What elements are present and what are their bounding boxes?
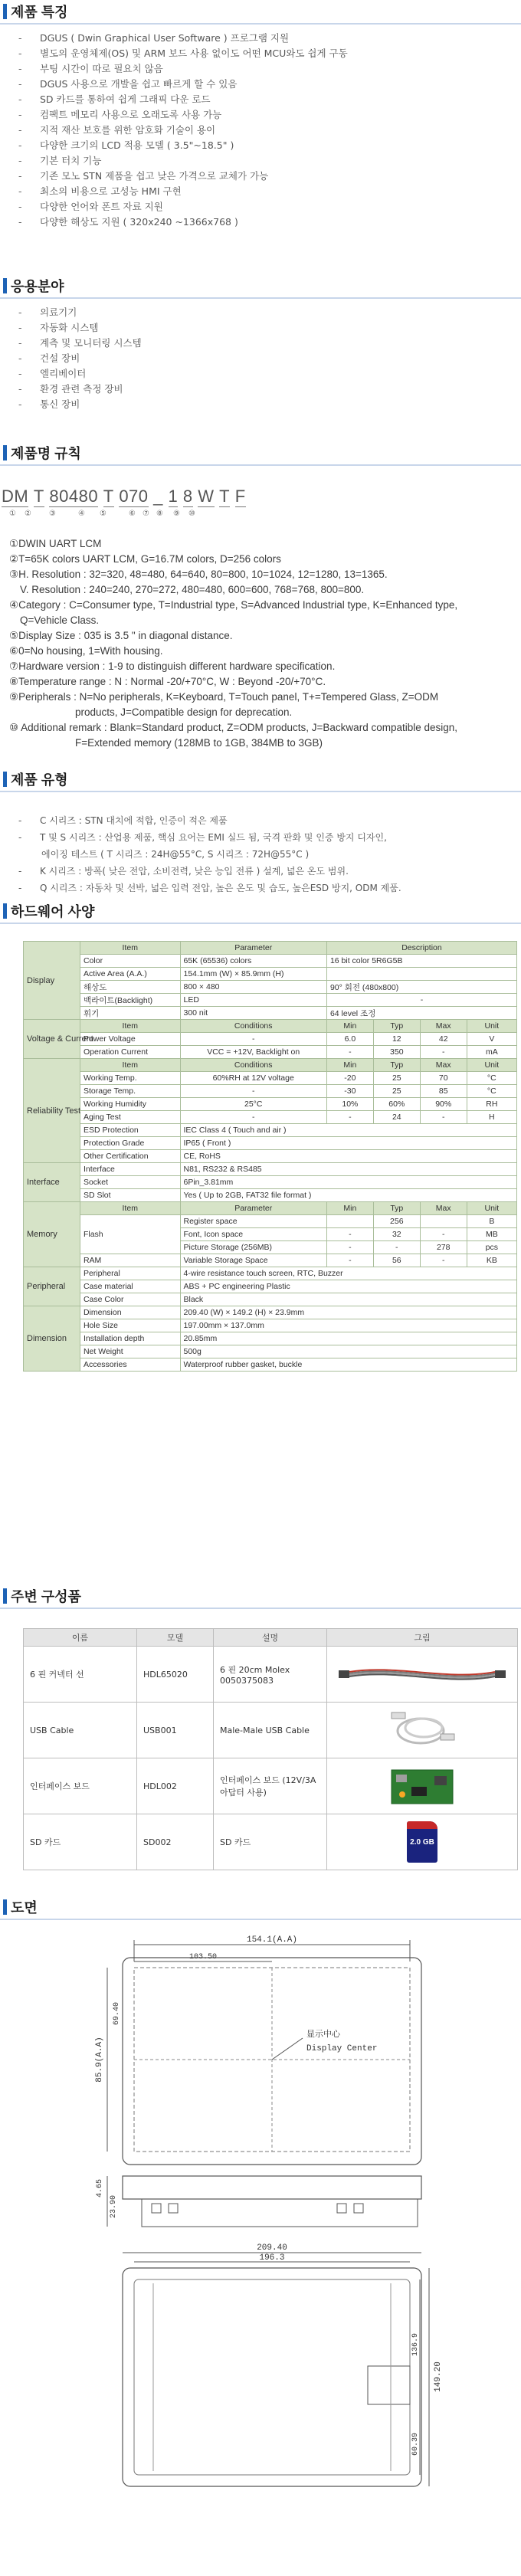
- cell: V: [467, 1033, 516, 1046]
- cell: pcs: [467, 1241, 516, 1254]
- cell: -: [180, 1085, 326, 1098]
- cell: RAM: [80, 1254, 180, 1267]
- cell: ABS + PC engineering Plastic: [180, 1280, 517, 1293]
- cell: HDL002: [137, 1758, 214, 1814]
- cell: Case Color: [80, 1293, 180, 1306]
- right-dim-inner-label: 136.9: [411, 2332, 420, 2357]
- cell: °C: [467, 1085, 516, 1098]
- header-cell: Max: [420, 1020, 467, 1033]
- list-item: - T 및 S 시리즈 : 산업용 제품, 핵심 요어는 EMI 실드 됨, 국격 판화 및 인증 방지 디자인,: [18, 832, 387, 843]
- right-dim-outer-label: 149.20: [434, 2361, 443, 2392]
- header-cell: Min: [326, 1059, 373, 1072]
- cell: Male-Male USB Cable: [214, 1703, 327, 1758]
- category-interface: Interface: [24, 1163, 80, 1202]
- naming-rule: ⑩ Additional remark : Blank=Standard product, Z=ODM products, J=Backward compatible design,: [9, 722, 458, 733]
- list-item: - 다양한 언어와 폰트 자료 지원: [18, 201, 163, 212]
- header-cell: Item: [80, 1202, 180, 1215]
- header-cell: 그림: [327, 1629, 518, 1647]
- applications-title: 응용분야: [11, 279, 64, 294]
- cell: 4-wire resistance touch screen, RTC, Buzzer: [180, 1267, 517, 1280]
- list-item: - 별도의 운영체제(OS) 및 ARM 보드 사용 없이도 어떤 MCU와도 쉽게 구동: [18, 48, 348, 59]
- code-part: T: [103, 487, 114, 506]
- cell: 32: [373, 1228, 420, 1241]
- drawing-title: 도면: [11, 1900, 38, 1916]
- naming-rule: ①DWIN UART LCM: [9, 538, 102, 549]
- types-title: 제품 유형: [11, 772, 68, 788]
- cell: -: [326, 1046, 373, 1059]
- cell: Font, Icon space: [180, 1228, 326, 1241]
- list-item: - 최소의 비용으로 고성능 HMI 구현: [18, 185, 182, 197]
- cell: 85: [420, 1085, 467, 1098]
- side-view: [96, 2176, 421, 2227]
- cell: 인터페이스 보드 (12V/3A 아답터 사용): [214, 1758, 327, 1814]
- dim-left-inner-label: 69.40: [113, 2001, 121, 2026]
- cell: 12: [373, 1033, 420, 1046]
- header-cell: 모델: [137, 1629, 214, 1647]
- header-cell: Item: [80, 942, 180, 955]
- cell: 25: [373, 1085, 420, 1098]
- cell: VCC = +12V, Backlight on: [180, 1046, 326, 1059]
- cell: SD002: [137, 1814, 214, 1870]
- cell: N81, RS232 & RS485: [180, 1163, 517, 1176]
- cell: Power Voltage: [80, 1033, 180, 1046]
- cell: 25: [373, 1072, 420, 1085]
- header-cell: Typ: [373, 1202, 420, 1215]
- cell: Interface: [80, 1163, 180, 1176]
- header-cell: Typ: [373, 1059, 420, 1072]
- naming-title: 제품명 규칙: [11, 446, 81, 461]
- code-marker: ⑨: [173, 510, 180, 518]
- side-dim-b-label: 23.90: [110, 2194, 118, 2219]
- cell: Black: [180, 1293, 517, 1306]
- code-marker: ⑥: [129, 510, 136, 518]
- cell: 70: [420, 1072, 467, 1085]
- cell: Accessories: [80, 1358, 180, 1372]
- cell: USB001: [137, 1703, 214, 1758]
- list-item: - 다양한 해상도 지원 ( 320x240 ~1366x768 ): [18, 216, 238, 228]
- cell: 90° 회전 (480x800): [326, 981, 516, 994]
- header-cell: 이름: [24, 1629, 137, 1647]
- cell: Waterproof rubber gasket, buckle: [180, 1358, 517, 1372]
- list-item: - DGUS ( Dwin Graphical User Software ) 프로그램 지원: [18, 32, 290, 44]
- features-title: 제품 특징: [11, 5, 68, 20]
- bottom-dim-outer-label: 209.40: [257, 2243, 287, 2253]
- cell: -30: [326, 1085, 373, 1098]
- cell: Variable Storage Space: [180, 1254, 326, 1267]
- cell: Peripheral: [80, 1267, 180, 1280]
- cell: 500g: [180, 1345, 517, 1358]
- center-label-kr: 显示中心: [306, 2030, 340, 2040]
- center-label-en: Display Center: [306, 2044, 378, 2053]
- cell: -: [326, 994, 516, 1007]
- cell: 64 level 조정: [326, 1007, 516, 1020]
- code-marker: ⑧: [156, 510, 163, 518]
- code-part: 1: [168, 487, 179, 506]
- naming-rule: ⑦Hardware version : 1-9 to distinguish different hardware specification.: [9, 660, 336, 672]
- list-item: - 기본 터치 기능: [18, 155, 102, 166]
- header-cell: 설명: [214, 1629, 327, 1647]
- cell: 인터페이스 보드: [24, 1758, 137, 1814]
- cell: Working Temp.: [80, 1072, 180, 1085]
- cell: 90%: [420, 1098, 467, 1111]
- cell: IEC Class 4 ( Touch and air ): [180, 1124, 517, 1137]
- code-marker: ②: [25, 510, 31, 518]
- cell: B: [467, 1215, 516, 1228]
- header-cell: Parameter: [180, 942, 326, 955]
- list-item: - 컴팩트 메모리 사용으로 오래도록 사용 가능: [18, 109, 222, 120]
- category-reliability: Reliability Test: [24, 1059, 80, 1163]
- cell: mA: [467, 1046, 516, 1059]
- cell: Installation depth: [80, 1332, 180, 1345]
- cell: -: [420, 1111, 467, 1124]
- cell: H: [467, 1111, 516, 1124]
- code-marker: ⑦: [143, 510, 149, 518]
- cell: HDL65020: [137, 1647, 214, 1703]
- dim-top-label: 154.1(A.A): [246, 1935, 298, 1945]
- list-item: - 부팅 시간이 따로 필요치 않음: [18, 63, 163, 74]
- cell: Dimension: [80, 1306, 180, 1319]
- code-part: T: [33, 487, 44, 506]
- cell: °C: [467, 1072, 516, 1085]
- list-item: 에이징 테스트 ( T 시리즈 : 24H@55°C, S 시리즈 : 72H@55°C ): [41, 849, 310, 860]
- header-cell: Unit: [467, 1059, 516, 1072]
- side-dim-a-label: 4.65: [96, 2178, 104, 2198]
- cell: -: [180, 1111, 326, 1124]
- category-peripheral: Peripheral: [24, 1267, 80, 1306]
- header-cell: Parameter: [180, 1202, 326, 1215]
- cell: 25°C: [180, 1098, 326, 1111]
- list-item: - 지적 재산 보호를 위한 암호화 기술이 용이: [18, 124, 216, 136]
- code-marker: ⑤: [100, 510, 106, 518]
- code-marker: ①: [9, 510, 16, 518]
- header-cell: Description: [326, 942, 516, 955]
- header-cell: Max: [420, 1059, 467, 1072]
- cell: 209.40 (W) × 149.2 (H) × 23.9mm: [180, 1306, 517, 1319]
- cell: -: [420, 1046, 467, 1059]
- header-cell: Unit: [467, 1020, 516, 1033]
- cell: Picture Storage (256MB): [180, 1241, 326, 1254]
- cell: 6 핀 20cm Molex 0050375083: [214, 1647, 327, 1703]
- cell: 60%: [373, 1098, 420, 1111]
- dim-inner-label: 103.50: [188, 1953, 218, 1961]
- naming-rule: products, J=Compatible design for deprecation.: [75, 706, 293, 718]
- code-marker: ③: [49, 510, 56, 518]
- cell: 278: [420, 1241, 467, 1254]
- naming-rule: ⑧Temperature range : N : Normal -20/+70°C, W : Beyond -20/+70°C.: [9, 676, 326, 687]
- code-part: F: [234, 487, 246, 506]
- cell: Register space: [180, 1215, 326, 1228]
- cell: Hole Size: [80, 1319, 180, 1332]
- header-cell: Min: [326, 1020, 373, 1033]
- cell: 800 × 480: [180, 981, 326, 994]
- cell: 65K (65536) colors: [180, 955, 326, 968]
- list-item: - SD 카드를 통하여 쉽게 그래픽 다운 로드: [18, 93, 211, 105]
- cell: -: [326, 1228, 373, 1241]
- naming-rule: ⑤Display Size : 035 is 3.5 " in diagonal distance.: [9, 630, 233, 641]
- cell: ESD Protection: [80, 1124, 180, 1137]
- code-marker: ④: [78, 510, 85, 518]
- cell: -: [180, 1033, 326, 1046]
- cell: SD Slot: [80, 1189, 180, 1202]
- cell: -: [373, 1241, 420, 1254]
- accessories-title: 주변 구성품: [11, 1589, 81, 1604]
- cell: MB: [467, 1228, 516, 1241]
- front-view: [95, 1935, 421, 2165]
- cell: 백라이트(Backlight): [80, 994, 180, 1007]
- list-item: - Q 시리즈 : 자동차 및 선박, 넓은 입력 전압, 높은 온도 및 습도, 높은ESD 방지, ODM 제품.: [18, 883, 401, 893]
- cell: 197.00mm × 137.0mm: [180, 1319, 517, 1332]
- cell: -: [420, 1228, 467, 1241]
- header-cell: Unit: [467, 1202, 516, 1215]
- cell: Protection Grade: [80, 1137, 180, 1150]
- category-dimension: Dimension: [24, 1306, 80, 1372]
- list-item: - 의료기기: [18, 306, 77, 318]
- cell: USB Cable: [24, 1703, 137, 1758]
- cell: 56: [373, 1254, 420, 1267]
- list-item: - DGUS 사용으로 개발을 쉽고 빠르게 할 수 있음: [18, 78, 238, 90]
- cell: -: [326, 1111, 373, 1124]
- naming-rule: F=Extended memory (128MB to 1GB, 384MB to 3GB): [75, 737, 323, 749]
- category-voltage: Voltage & Current: [24, 1020, 80, 1059]
- naming-rule: ③H. Resolution : 32=320, 48=480, 64=640, 80=800, 10=1024, 12=1280, 13=1365.: [9, 569, 388, 580]
- cell: 20.85mm: [180, 1332, 517, 1345]
- code-part: 8: [182, 487, 193, 506]
- cell: LED: [180, 994, 326, 1007]
- cell: 휘기: [80, 1007, 180, 1020]
- code-part: _: [153, 487, 163, 506]
- naming-rule: ⑨Peripherals : N=No peripherals, K=Keyboard, T=Touch panel, T+=Tempered Glass, Z=ODM: [9, 691, 439, 703]
- list-item: - 환경 관련 측정 장비: [18, 383, 123, 395]
- code-part: T: [219, 487, 231, 506]
- cell: KB: [467, 1254, 516, 1267]
- cell: 300 nit: [180, 1007, 326, 1020]
- dim-left-outer-label: 85.9(A.A): [95, 2037, 104, 2083]
- list-item: - 계측 및 모니터링 시스템: [18, 337, 142, 349]
- header-cell: Item: [80, 1059, 180, 1072]
- cell: Other Certification: [80, 1150, 180, 1163]
- cell: 6 핀 커넥터 선: [24, 1647, 137, 1703]
- cell: CE, RoHS: [180, 1150, 517, 1163]
- cell: 해상도: [80, 981, 180, 994]
- naming-rule: Q=Vehicle Class.: [20, 615, 100, 626]
- code-part: 070: [119, 487, 149, 506]
- cell: Working Humidity: [80, 1098, 180, 1111]
- cell: SD 카드: [24, 1814, 137, 1870]
- header-cell: Conditions: [180, 1020, 326, 1033]
- cell: Color: [80, 955, 180, 968]
- cell: 10%: [326, 1098, 373, 1111]
- cell: Yes ( Up to 2GB, FAT32 file format ): [180, 1189, 517, 1202]
- bottom-dim-inner-label: 196.3: [259, 2253, 285, 2263]
- list-item: - C 시리즈 : STN 대치에 적합, 인증이 적은 제품: [18, 815, 228, 826]
- cell: Flash: [80, 1215, 180, 1254]
- list-item: - 통신 장비: [18, 398, 80, 410]
- code-part: 80480: [49, 487, 99, 506]
- cell: IP65 ( Front ): [180, 1137, 517, 1150]
- list-item: - 엘리베이터: [18, 368, 87, 379]
- cell: Operation Current: [80, 1046, 180, 1059]
- code-part: DM: [2, 487, 29, 506]
- cell: 60%RH at 12V voltage: [180, 1072, 326, 1085]
- cell: 42: [420, 1033, 467, 1046]
- code-marker: ⑩: [188, 510, 195, 518]
- cell: -: [420, 1254, 467, 1267]
- cell: 154.1mm (W) × 85.9mm (H): [180, 968, 326, 981]
- list-item: - 자동화 시스템: [18, 322, 99, 333]
- cell: 6Pin_3.81mm: [180, 1176, 517, 1189]
- cell: 6.0: [326, 1033, 373, 1046]
- naming-rule: ④Category : C=Consumer type, T=Industrial type, S=Advanced Industrial type, K=Enhanced type,: [9, 599, 458, 611]
- header-cell: Item: [80, 1020, 180, 1033]
- cell: Aging Test: [80, 1111, 180, 1124]
- cell: -: [326, 1241, 373, 1254]
- header-cell: Max: [420, 1202, 467, 1215]
- cell: Storage Temp.: [80, 1085, 180, 1098]
- list-item: - 다양한 크기의 LCD 적용 모델 ( 3.5"~18.5" ): [18, 139, 234, 151]
- cell: 24: [373, 1111, 420, 1124]
- back-view: [123, 2243, 443, 2486]
- cell: 350: [373, 1046, 420, 1059]
- cell: Case material: [80, 1280, 180, 1293]
- category-memory: Memory: [24, 1202, 80, 1267]
- cell: Socket: [80, 1176, 180, 1189]
- header-cell: Min: [326, 1202, 373, 1215]
- right-dim-small-label: 60.39: [411, 2432, 420, 2456]
- header-cell: Conditions: [180, 1059, 326, 1072]
- header-cell: Typ: [373, 1020, 420, 1033]
- cell: -: [326, 1254, 373, 1267]
- naming-rule: V. Resolution : 240=240, 270=272, 480=480, 600=600, 768=768, 800=800.: [20, 584, 365, 595]
- hardware-title: 하드웨어 사양: [11, 904, 95, 919]
- code-part: W: [198, 487, 215, 506]
- category-display: Display: [24, 942, 80, 1020]
- cell: Active Area (A.A.): [80, 968, 180, 981]
- list-item: - 기존 모노 STN 제품을 쉽고 낮은 가격으로 교체가 가능: [18, 170, 269, 182]
- cell: -20: [326, 1072, 373, 1085]
- sd-capacity-label: 2.0 GB: [410, 1838, 434, 1847]
- cell: RH: [467, 1098, 516, 1111]
- list-item: - K 시리즈 : 방폭( 낮은 전압, 소비전력, 낮은 능입 전류 ) 설계, 넓은 온도 범위.: [18, 866, 349, 877]
- naming-rule: ⑥0=No housing, 1=With housing.: [9, 645, 163, 657]
- cell: 256: [373, 1215, 420, 1228]
- cell: Net Weight: [80, 1345, 180, 1358]
- cell: SD 카드: [214, 1814, 327, 1870]
- naming-rule: ②T=65K colors UART LCM, G=16.7M colors, D=256 colors: [9, 553, 281, 565]
- list-item: - 건설 장비: [18, 352, 80, 364]
- cell: 16 bit color 5R6G5B: [326, 955, 516, 968]
